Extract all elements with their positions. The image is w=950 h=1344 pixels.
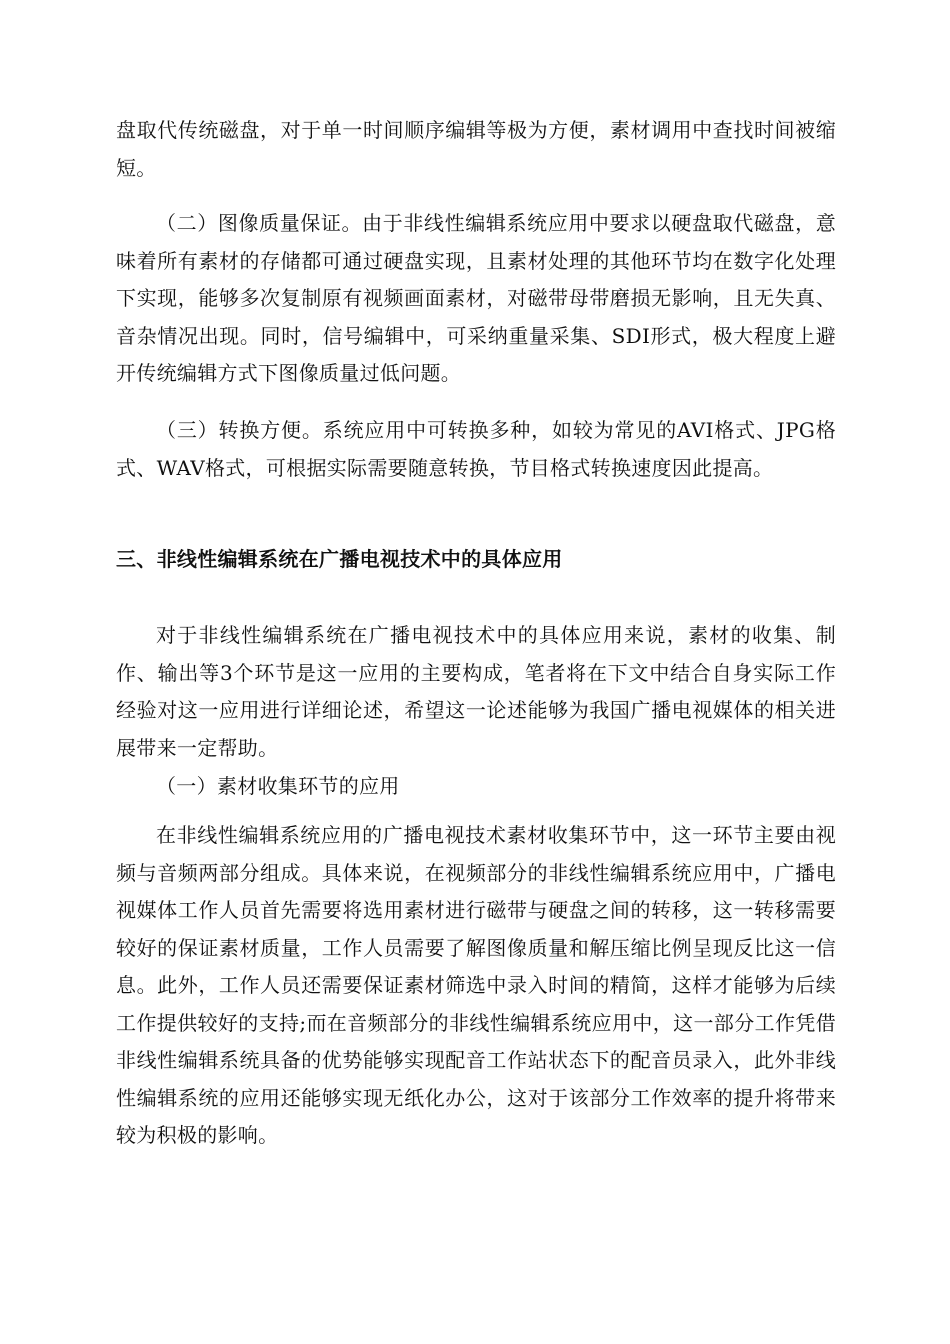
paragraph-conversion: （三）转换方便。系统应用中可转换多种，如较为常见的AVI格式、JPG格式、WAV格式，可根据实际需要随意转换，节目格式转换速度因此提高。 <box>116 418 836 480</box>
paragraph-application-intro: 对于非线性编辑系统在广播电视技术中的具体应用来说，素材的收集、制作、输出等3个环节是这一应用的主要构成，笔者将在下文中结合自身实际工作经验对这一应用进行详细论述，希望这一论述能够为我国广播电视媒体的相关进展带来一定帮助。 <box>116 623 836 760</box>
subheading-collection: （一）素材收集环节的应用 <box>156 774 400 798</box>
section-heading: 三、非线性编辑系统在广播电视技术中的具体应用 <box>116 547 563 571</box>
paragraph-image-quality: （二）图像质量保证。由于非线性编辑系统应用中要求以硬盘取代磁盘，意味着所有素材的存储都可通过硬盘实现，且素材处理的其他环节均在数字化处理下实现，能够多次复制原有视频画面素材，对磁带母带磨损无影响，且无失真、音杂情况出现。同时，信号编辑中，可采纳重量采集、SDI形式，极大程度上避开传统编辑方式下图像质量过低问题。 <box>116 211 836 385</box>
paragraph-collection: 在非线性编辑系统应用的广播电视技术素材收集环节中，这一环节主要由视频与音频两部分组成。具体来说，在视频部分的非线性编辑系统应用中，广播电视媒体工作人员首先需要将选用素材进行磁带与硬盘之间的转移，这一转移需要较好的保证素材质量，工作人员需要了解图像质量和解压缩比例呈现反比这一信息。此外，工作人员还需要保证素材筛选中录入时间的精简，这样才能够为后续工作提供较好的支持;而在音频部分的非线性编辑系统应用中，这一部分工作凭借非线性编辑系统具备的优势能够实现配音工作站状态下的配音员录入，此外非线性编辑系统的应用还能够实现无纸化办公，这对于该部分工作效率的提升将带来较为积极的影响。 <box>116 823 836 1147</box>
paragraph-continuation: 盘取代传统磁盘，对于单一时间顺序编辑等极为方便，素材调用中查找时间被缩短。 <box>116 118 836 180</box>
